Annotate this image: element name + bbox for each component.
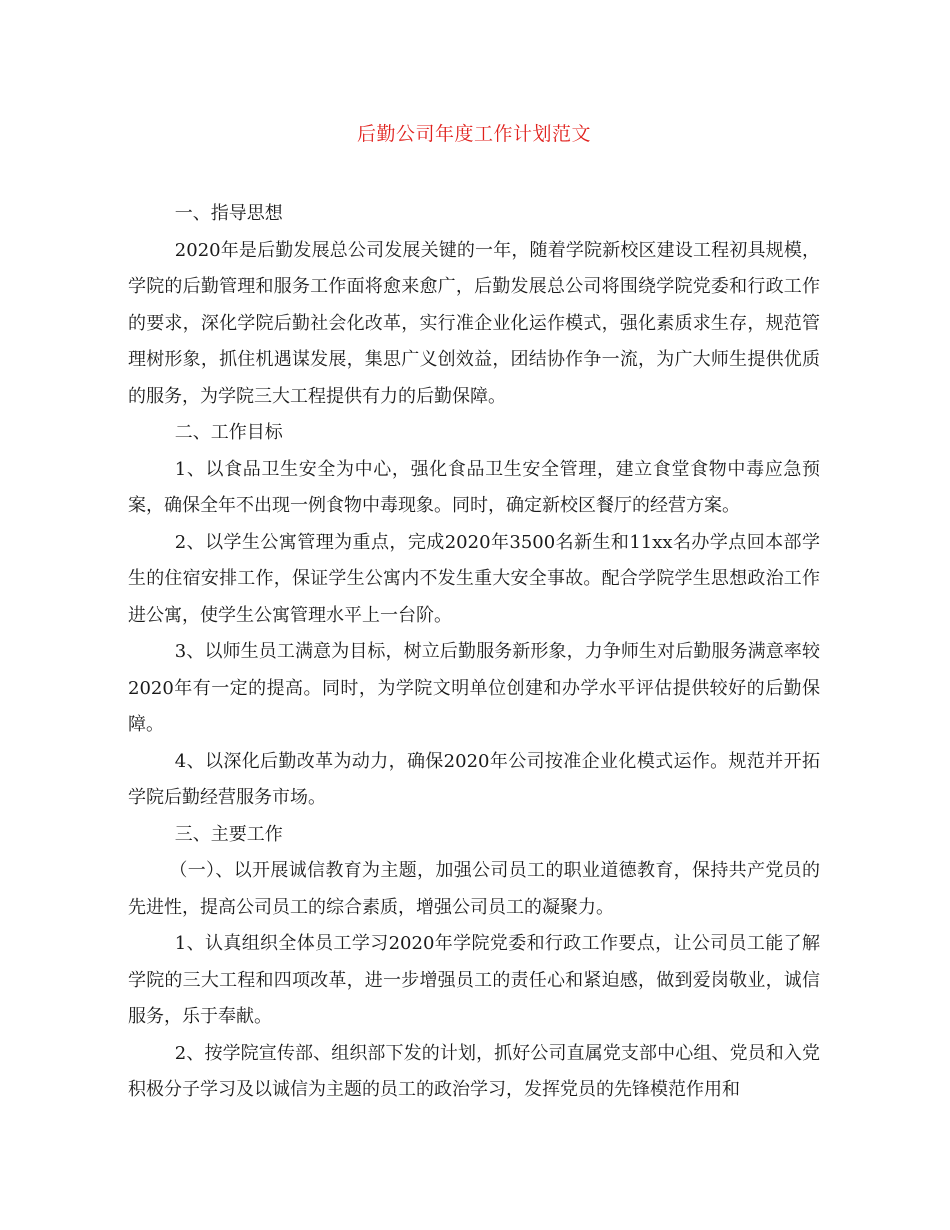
paragraph-main-work-1-1: 1、认真组织全体员工学习2020年学院党委和行政工作要点，让公司员工能了解学院的三大工程和四项改革，进一步增强员工的责任心和紧迫感，做到爱岗敬业，诚信服务，乐于奉献。 (128, 933, 820, 1027)
paragraph-main-work-1: （一）、以开展诚信教育为主题，加强公司员工的职业道德教育，保持共产党员的先进性，提高公司员工的综合素质，增强公司员工的凝聚力。 (128, 860, 820, 918)
heading-main-work: 三、主要工作 (174, 823, 283, 845)
paragraph-goal-4: 4、以深化后勤改革为动力，确保2020年公司按准企业化模式运作。规范并开拓学院后勤经营服务市场。 (128, 750, 820, 808)
heading-work-goals: 二、工作目标 (174, 422, 283, 443)
paragraph-goal-2: 2、以学生公寓管理为重点，完成2020年3500名新生和11xx名办学点回本部学生的住宿安排工作，保证学生公寓内不发生重大安全事故。配合学院学生思想政治工作进公寓，使学生公寓管理水平上一台阶。 (128, 531, 820, 626)
paragraph-main-work-1-2: 2、按学院宣传部、组织部下发的计划，抓好公司直属党支部中心组、党员和入党积极分子学习及以诚信为主题的员工的政治学习，发挥党员的先锋模范作用和 (128, 1042, 820, 1100)
heading-guiding-ideology: 一、指导思想 (174, 203, 283, 224)
paragraph-guiding-ideology: 2020年是后勤发展总公司发展关键的一年，随着学院新校区建设工程初具规模，学院的后勤管理和服务工作面将愈来愈广，后勤发展总公司将围绕学院党委和行政工作的要求，深化学院后勤社会化改革，实行准企业化运作模式，强化素质求生存，规范管理树形象，抓住机遇谋发展，集思广义创效益，团结协作争一流，为广大师生提供优质的服务，为学院三大工程提供有力的后勤保障。 (128, 239, 820, 407)
paragraph-goal-3: 3、以师生员工满意为目标，树立后勤服务新形象，力争师生对后勤服务满意率较2020年有一定的提高。同时，为学院文明单位创建和办学水平评估提供较好的后勤保障。 (128, 641, 820, 735)
paragraph-goal-1: 1、以食品卫生安全为中心，强化食品卫生安全管理，建立食堂食物中毒应急预案，确保全年不出现一例食物中毒现象。同时，确定新校区餐厅的经营方案。 (128, 458, 820, 516)
document-title: 后勤公司年度工作计划范文 (356, 123, 591, 145)
